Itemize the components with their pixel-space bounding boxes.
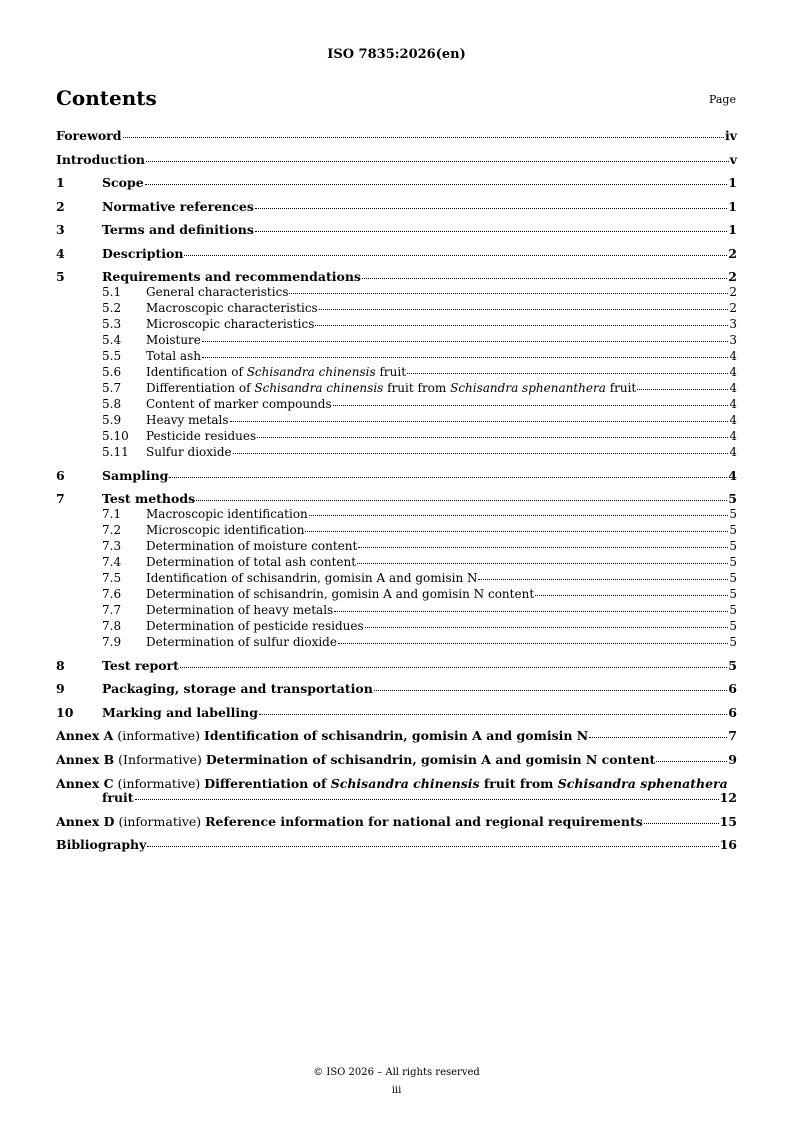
contents-heading: Contents [56,86,157,110]
dot-leader [180,667,727,668]
toc-entry-7-1[interactable] [56,507,737,521]
toc-entry-7-2[interactable] [56,523,737,537]
toc-page: 4 [729,397,737,411]
toc-page: 5 [729,507,737,521]
toc-title: Pesticide residues [146,429,257,443]
toc-title: Determination of pesticide residues [146,619,364,633]
dot-leader [535,595,728,596]
toc-number: 7.6 [102,587,122,601]
toc-entry-clause-2[interactable] [56,200,737,214]
toc-number: 1 [56,175,65,190]
toc-page: 4 [729,349,737,363]
toc-page: 4 [729,429,737,443]
toc-page: iv [724,128,737,143]
toc-entry-5-8[interactable] [56,397,737,411]
toc-title: Macroscopic identification [146,507,308,521]
toc-title: Test report [102,657,179,673]
toc-title: Annex D (informative) Reference information for national and regional requirements [56,813,643,829]
toc-page: 1 [728,175,737,190]
toc-entry-5-4[interactable] [56,333,737,347]
toc-entry-5-9[interactable] [56,413,737,427]
toc-title: Marking and labelling [102,704,259,720]
dot-leader [255,231,727,232]
toc-number: 7.8 [102,619,122,633]
toc-page: 5 [728,657,737,673]
toc-number: 5.7 [102,381,122,395]
page-number: iii [391,1085,402,1096]
toc-entry-5-1[interactable] [56,285,737,299]
toc-number: 5 [56,269,65,284]
toc-page: 4 [729,413,737,427]
dot-leader [145,184,728,185]
dot-leader [334,611,728,612]
toc-title: Scope [102,175,144,190]
toc-page: 6 [728,681,737,696]
toc-entry-7-8[interactable] [56,619,737,633]
toc-title: Determination of sulfur dioxide [146,635,337,649]
toc-title: Identification of schisandrin, gomisin A and gomisin N [146,571,478,585]
toc-page: 5 [729,635,737,649]
toc-page: 3 [729,333,737,347]
toc-entry-clause-4[interactable] [56,247,737,261]
toc-title: Determination of total ash content [146,555,357,569]
toc-entry-annex-d[interactable] [56,815,737,829]
toc-entry-annex-c[interactable] [56,776,737,805]
toc-page: 7 [728,728,737,743]
toc-title: Sulfur dioxide [146,445,232,459]
dot-leader [233,453,729,454]
toc-number: 5.1 [102,285,122,299]
dot-leader [146,161,729,162]
dot-leader [362,278,727,279]
toc-entry-7-6[interactable] [56,587,737,601]
dot-leader [169,477,727,478]
toc-entry-bibliography[interactable] [56,838,737,852]
toc-entry-5-2[interactable] [56,301,737,315]
toc-entry-5-7[interactable] [56,381,737,395]
toc-page: 4 [729,445,737,459]
dot-leader [315,325,728,326]
toc-title: Total ash [146,349,201,363]
toc-title: Identification of Schisandra chinensis fruit [146,365,407,379]
toc-page: 2 [729,285,737,299]
dot-leader [478,579,728,580]
dot-leader [135,799,719,800]
toc-title: Introduction [56,151,146,167]
toc-entry-7-4[interactable] [56,555,737,569]
dot-leader [147,846,718,847]
toc-entry-5-11[interactable] [56,445,737,459]
toc-title: Foreword [56,128,122,143]
dot-leader [305,531,728,532]
toc-title: Sampling [102,467,169,483]
toc-title: Microscopic characteristics [146,317,315,331]
toc-entry-clause-8[interactable] [56,659,737,673]
dot-leader [230,421,729,422]
toc-title: Moisture [146,333,201,347]
dot-leader [257,437,728,438]
toc-page: 5 [729,571,737,585]
document-id-header: ISO 7835:2026(en) [327,47,466,62]
dot-leader [637,389,728,390]
dot-leader [259,714,727,715]
toc-title: Annex B (Informative) Determination of schisandrin, gomisin A and gomisin N content [56,751,656,767]
toc-number: 5.11 [102,445,129,459]
copyright-footer: © ISO 2026 – All rights reserved [313,1067,480,1078]
toc-title: Determination of schisandrin, gomisin A and gomisin N content [146,587,535,601]
toc-page: 12 [719,790,737,805]
toc-title: Requirements and recommendations [102,269,361,284]
toc-number: 7.9 [102,635,122,649]
toc-number: 7.2 [102,523,122,537]
dot-leader [333,405,729,406]
toc-page: 5 [729,539,737,553]
dot-leader [123,137,724,138]
toc-number: 5.5 [102,349,122,363]
toc-entry-annex-b[interactable] [56,753,737,767]
toc-entry-foreword[interactable] [56,129,737,143]
toc-entry-clause-7[interactable] [56,492,737,506]
dot-leader [357,563,728,564]
toc-page: 2 [728,245,737,261]
dot-leader [365,627,729,628]
toc-title-continued: fruit [102,790,134,805]
toc-number: 5.3 [102,317,122,331]
dot-leader [374,690,728,691]
toc-title: Bibliography [56,837,147,852]
toc-entry-7-7[interactable] [56,603,737,617]
toc-number: 5.6 [102,365,122,379]
toc-title: Determination of moisture content [146,539,358,553]
toc-page: 5 [728,491,737,506]
toc-page: 5 [729,555,737,569]
toc-number: 8 [56,657,65,673]
toc-page: 9 [728,751,737,767]
dot-leader [309,515,729,516]
toc-number: 7.3 [102,539,122,553]
toc-title: General characteristics [146,285,289,299]
toc-title: Annex C (informative) Differentiation of Schisandra chinensis fruit from Schisandra sphenathera [56,776,728,791]
toc-entry-introduction[interactable] [56,153,737,167]
toc-page: v [729,151,737,167]
toc-entry-clause-3[interactable] [56,223,737,237]
toc-entry-clause-1[interactable] [56,176,737,190]
dot-leader [196,500,727,501]
toc-entry-clause-9[interactable] [56,682,737,696]
toc-page: 6 [728,704,737,720]
toc-entry-5-3[interactable] [56,317,737,331]
toc-number: 7.4 [102,555,122,569]
dot-leader [184,255,727,256]
toc-number: 6 [56,467,65,483]
toc-entry-7-3[interactable] [56,539,737,553]
dot-leader [656,761,727,762]
toc-page: 5 [729,523,737,537]
toc-number: 10 [56,704,74,720]
toc-title: Content of marker compounds [146,397,332,411]
toc-title: Macroscopic characteristics [146,301,318,315]
toc-entry-clause-6[interactable] [56,469,737,483]
dot-leader [338,643,728,644]
dot-leader [319,309,729,310]
toc-number: 5.2 [102,301,122,315]
table-of-contents [56,129,737,852]
toc-entry-7-5[interactable] [56,571,737,585]
dot-leader [589,737,727,738]
toc-entry-clause-10[interactable] [56,706,737,720]
toc-title: Microscopic identification [146,523,305,537]
toc-title: Terms and definitions [102,222,254,237]
toc-page: 15 [719,813,737,829]
dot-leader [358,547,728,548]
toc-entry-7-9[interactable] [56,635,737,649]
dot-leader [202,341,728,342]
toc-title: Determination of heavy metals [146,603,334,617]
dot-leader [644,823,719,824]
toc-number: 3 [56,222,65,237]
toc-number: 2 [56,198,65,214]
toc-page: 5 [729,603,737,617]
toc-page: 1 [728,198,737,214]
toc-entry-5-10[interactable] [56,429,737,443]
toc-entry-5-6[interactable] [56,365,737,379]
toc-number: 7.5 [102,571,122,585]
toc-page: 3 [729,317,737,331]
page-column-label: Page [708,93,736,106]
toc-entry-annex-a[interactable] [56,729,737,743]
dot-leader [289,293,728,294]
toc-title: Differentiation of Schisandra chinensis fruit from Schisandra sphenanthera fruit [146,381,637,395]
toc-number: 7 [56,491,65,506]
toc-title: Heavy metals [146,413,229,427]
toc-number: 9 [56,681,65,696]
dot-leader [407,373,728,374]
toc-number: 5.10 [102,429,129,443]
toc-page: 1 [728,222,737,237]
toc-entry-clause-5[interactable] [56,270,737,284]
toc-number: 7.1 [102,507,122,521]
toc-number: 5.4 [102,333,122,347]
toc-entry-5-5[interactable] [56,349,737,363]
toc-number: 5.9 [102,413,122,427]
toc-title: Description [102,245,184,261]
toc-page: 4 [729,365,737,379]
toc-page: 5 [729,619,737,633]
toc-page: 5 [729,587,737,601]
dot-leader [202,357,728,358]
toc-page: 2 [729,301,737,315]
toc-title: Packaging, storage and transportation [102,681,373,696]
toc-page: 4 [728,467,737,483]
toc-number: 7.7 [102,603,122,617]
toc-number: 5.8 [102,397,122,411]
toc-number: 4 [56,245,65,261]
toc-title: Normative references [102,198,254,214]
dot-leader [255,208,727,209]
toc-page: 16 [719,837,737,852]
toc-title: Test methods [102,491,196,506]
toc-page: 2 [728,269,737,284]
toc-title: Annex A (informative) Identification of schisandrin, gomisin A and gomisin N [56,728,589,743]
toc-page: 4 [729,381,737,395]
